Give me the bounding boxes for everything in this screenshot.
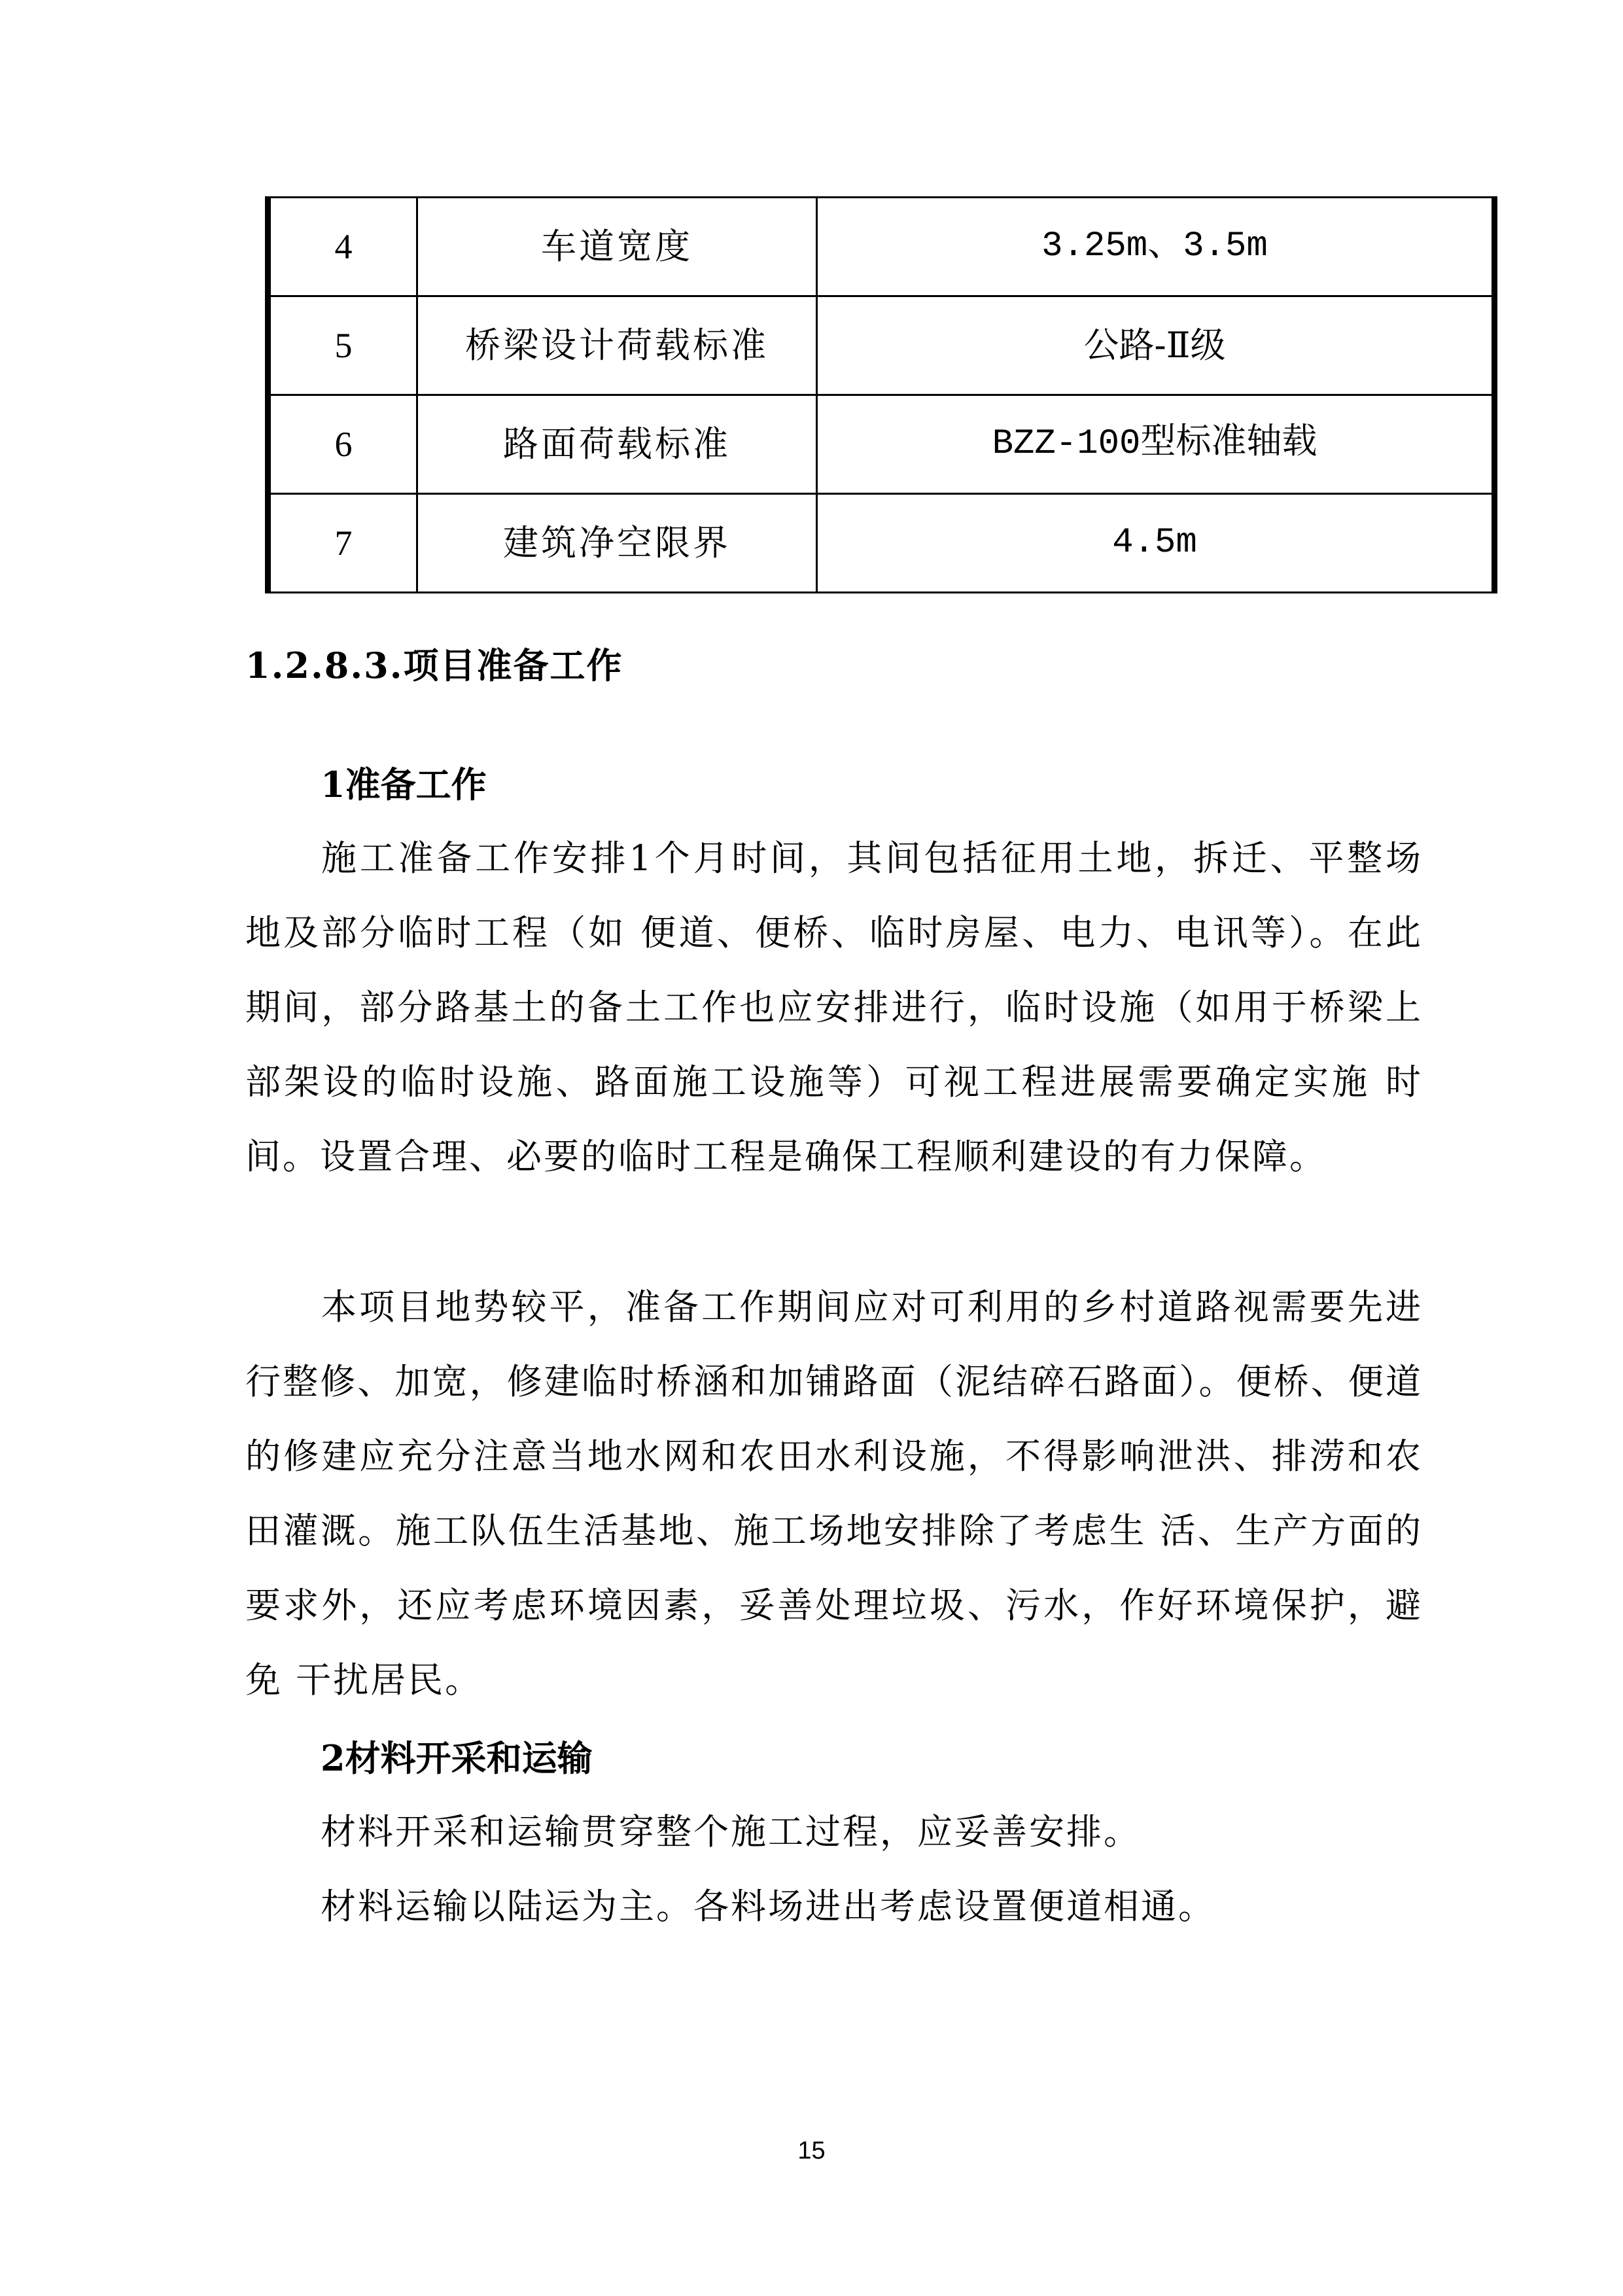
row-number: 6 bbox=[268, 395, 417, 494]
paragraph: 材料运输以陆运为主。各料场进出考虑设置便道相通。 bbox=[321, 1886, 1215, 1927]
paragraph: 施工准备工作安排1个月时间，其间包括征用土地，拆迁、平整场地及部分临时工程（如 便道、便桥、临时房屋、电力、电讯等）。在此期间，部分路基土的备土工作也应安排进行，临时设施（如用于桥梁上部架设的临时设施、路面施工设施等）可视工程进展需要确定实施 时间。设置合理、必要的临时工程是确保工程顺利建设的有力保障。 bbox=[245, 838, 1423, 1177]
paragraph: 本项目地势较平，准备工作期间应对可利用的乡村道路视需要先进行整修、加宽，修建临时桥涵和加铺路面（泥结碎石路面）。便桥、便道的修建应充分注意当地水网和农田水利设施，不得影响泄洪、排涝和农田灌溉。施工队伍生活基地、施工场地安排除了考虑生 活、生产方面的要求外，还应考虑环境因素，妥善处理垃圾、污水，作好环境保护，避免 干扰居民。 bbox=[245, 1286, 1423, 1701]
row-item: 桥梁设计荷载标准 bbox=[417, 296, 817, 395]
paragraph: 材料开采和运输贯穿整个施工过程，应妥善安排。 bbox=[321, 1811, 1141, 1852]
table-row bbox=[268, 395, 1495, 494]
row-item: 路面荷载标准 bbox=[417, 395, 817, 494]
row-number: 4 bbox=[268, 198, 417, 296]
page-number: 15 bbox=[797, 2137, 826, 2164]
row-number: 7 bbox=[268, 494, 417, 593]
row-value: 3.25m、3.5m bbox=[817, 198, 1495, 296]
subsection-heading-materials: 2材料开采和运输 bbox=[321, 1737, 593, 1779]
table-row bbox=[268, 296, 1495, 395]
row-number: 5 bbox=[268, 296, 417, 395]
table-row bbox=[268, 494, 1495, 593]
row-value: 公路-Ⅱ级 bbox=[817, 296, 1495, 395]
paragraph-block-preparation-2 bbox=[245, 1270, 1423, 1718]
specification-table bbox=[265, 196, 1497, 593]
table-row bbox=[268, 198, 1495, 296]
row-item: 建筑净空限界 bbox=[417, 494, 817, 593]
section-heading: 1.2.8.3.项目准备工作 bbox=[245, 645, 623, 686]
row-value: 4.5m bbox=[817, 494, 1495, 593]
subsection-heading-preparation: 1准备工作 bbox=[321, 764, 487, 805]
paragraph-block-preparation-1 bbox=[245, 821, 1423, 1194]
row-item: 车道宽度 bbox=[417, 198, 817, 296]
row-value: BZZ-100型标准轴载 bbox=[817, 395, 1495, 494]
